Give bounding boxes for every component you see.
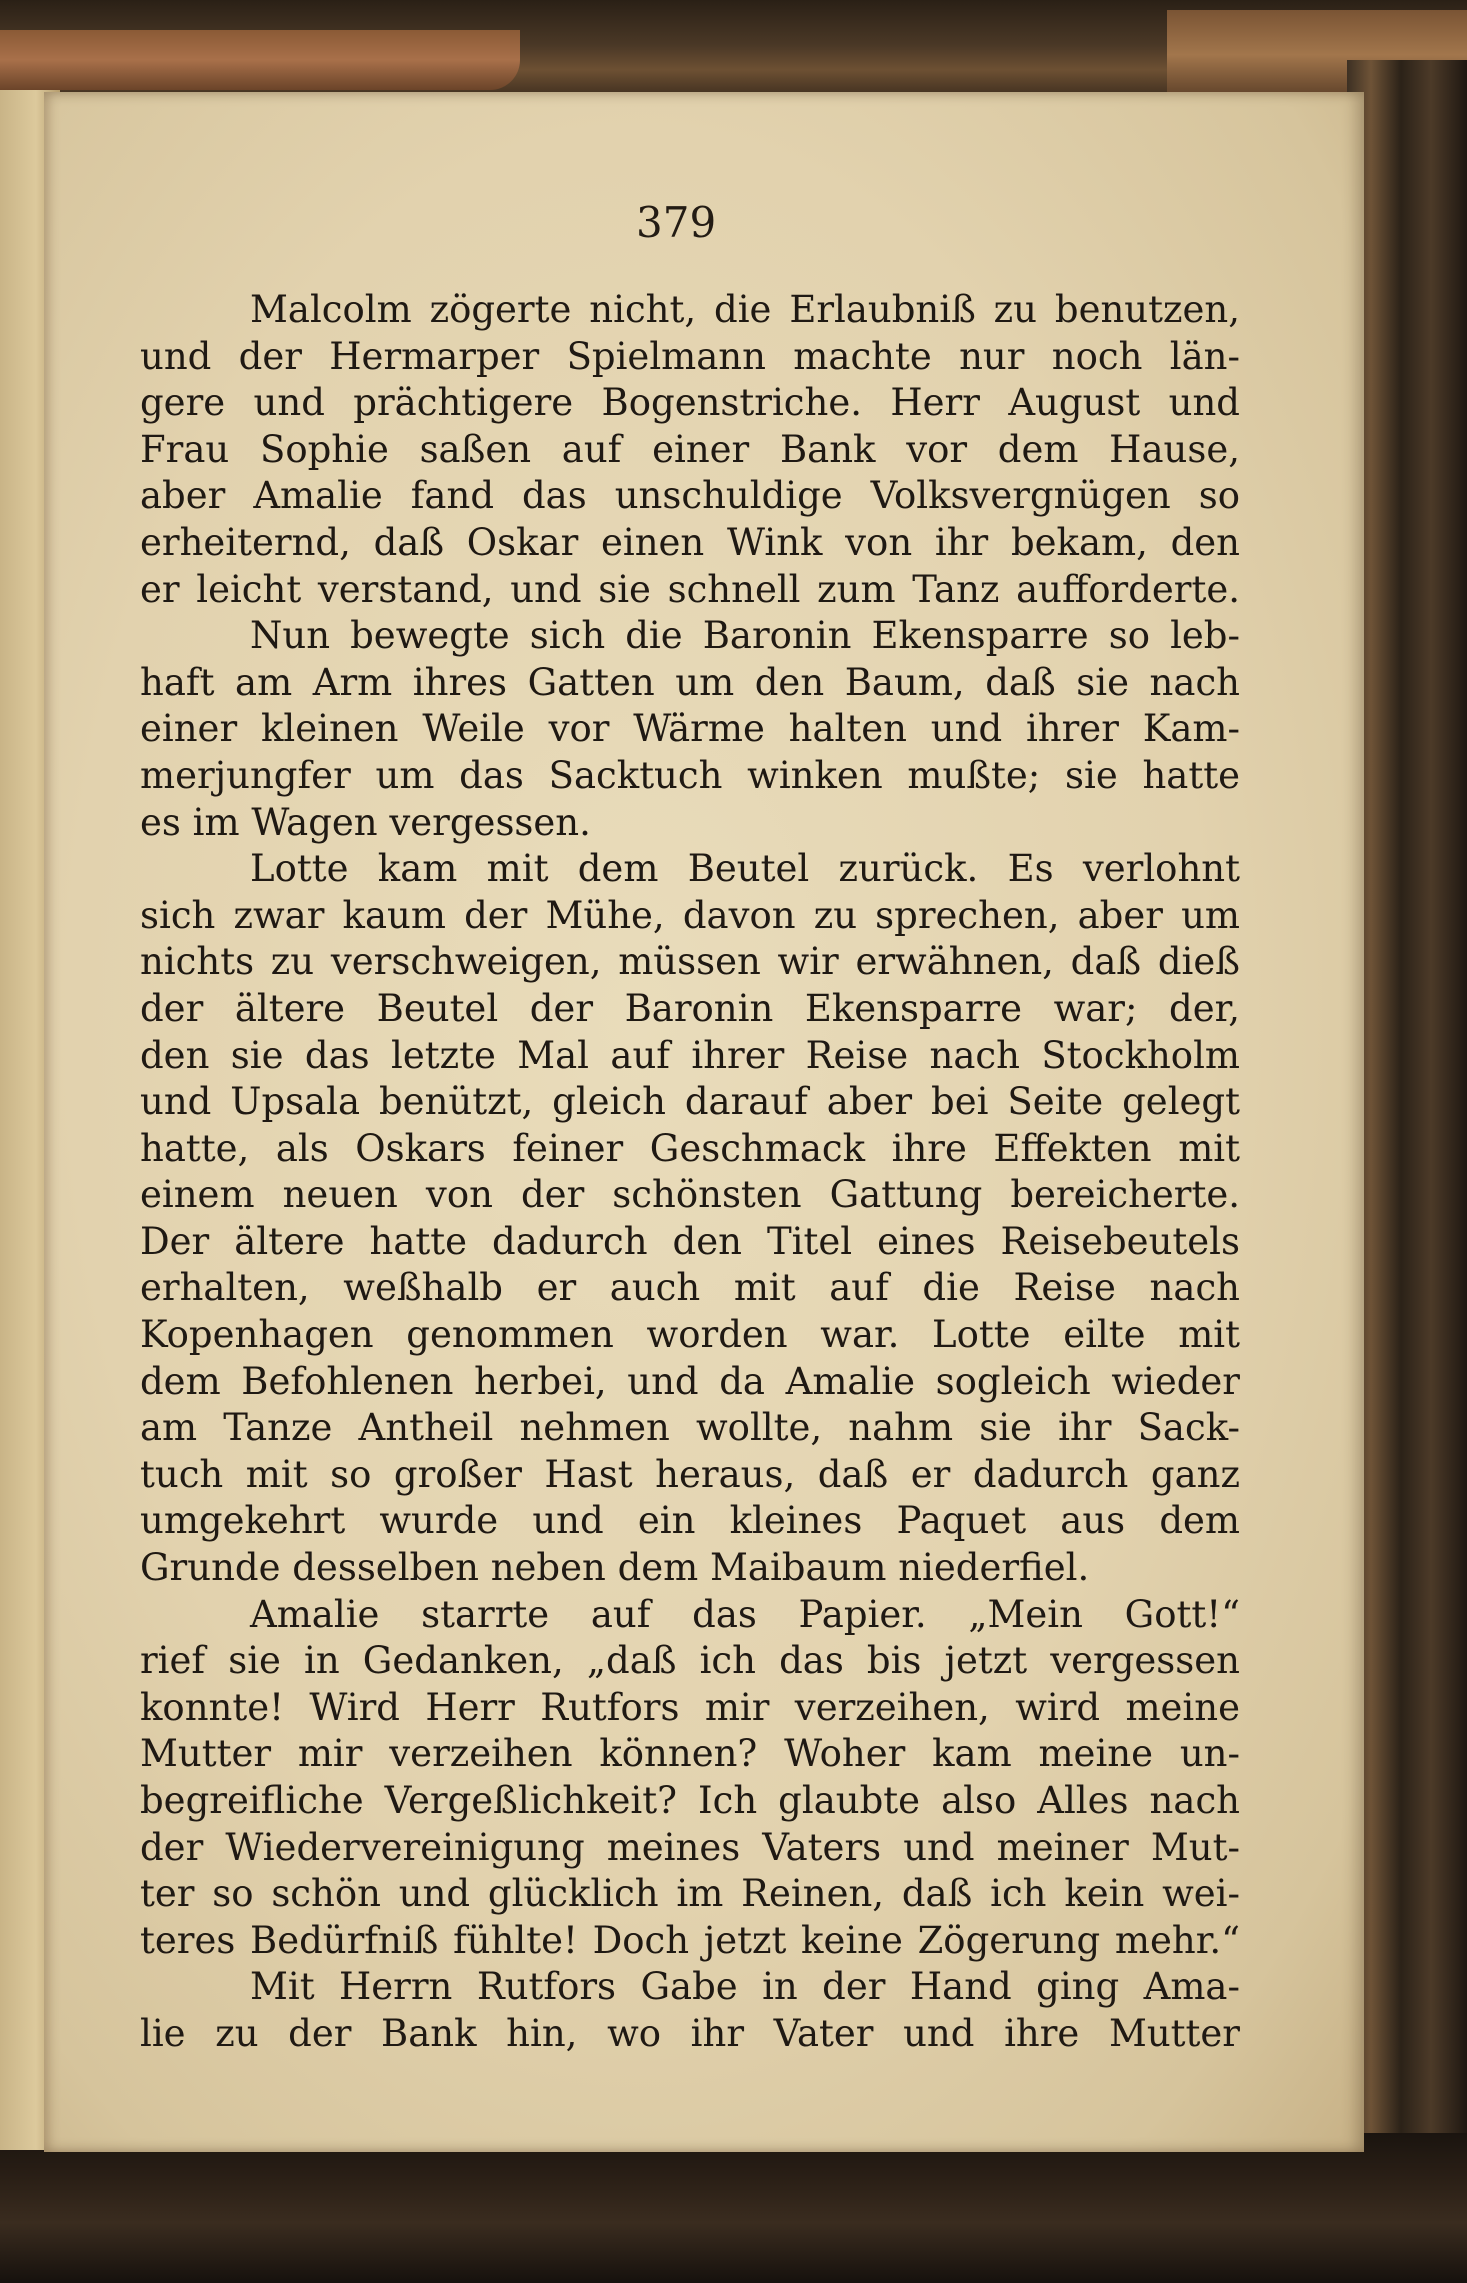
text-line: Mit Herrn Rutfors Gabe in der Hand ging Ama- bbox=[250, 1965, 1240, 2009]
text-line: teres Bedürfniß fühlte! Doch jetzt keine Zögerung mehr.“ bbox=[140, 1918, 1240, 1962]
text-line: haft am Arm ihres Gatten um den Baum, daß sie nach bbox=[140, 660, 1240, 704]
text-line: Frau Sophie saßen auf einer Bank vor dem Hause, bbox=[140, 427, 1240, 471]
text-line: erheiternd, daß Oskar einen Wink von ihr bekam, den bbox=[140, 520, 1240, 564]
text-line: Malcolm zögerte nicht, die Erlaubniß zu benutzen, bbox=[250, 288, 1240, 331]
text-line: der ältere Beutel der Baronin Ekensparre war; der, bbox=[140, 986, 1240, 1030]
text-line: konnte! Wird Herr Rutfors mir verzeihen, wird meine bbox=[140, 1685, 1240, 1729]
text-line: Grunde desselben neben dem Maibaum niederfiel. bbox=[140, 1546, 1090, 1590]
text-line: Kopenhagen genommen worden war. Lotte eilte mit bbox=[140, 1313, 1240, 1357]
text-line: merjungfer um das Sacktuch winken mußte; sie hatte bbox=[140, 753, 1240, 797]
body-text bbox=[140, 287, 1240, 2058]
text-line: er leicht verstand, und sie schnell zum Tanz aufforderte. bbox=[140, 567, 1240, 611]
text-line: tuch mit so großer Hast heraus, daß er dadurch ganz bbox=[140, 1452, 1240, 1496]
text-line: Amalie starrte auf das Papier. „Mein Gott!“ bbox=[250, 1592, 1240, 1636]
text-line: einer kleinen Weile vor Wärme halten und ihrer Kam- bbox=[140, 707, 1240, 751]
text-line: der Wiedervereinigung meines Vaters und meiner Mut- bbox=[140, 1825, 1240, 1869]
text-line: den sie das letzte Mal auf ihrer Reise nach Stockholm bbox=[140, 1033, 1240, 1077]
text-line: einem neuen von der schönsten Gattung bereicherte. bbox=[140, 1173, 1240, 1217]
text-line: gere und prächtigere Bogenstriche. Herr August und bbox=[140, 381, 1240, 425]
text-line: es im Wagen vergessen. bbox=[140, 800, 591, 844]
text-line: begreifliche Vergeßlichkeit? Ich glaubte also Alles nach bbox=[140, 1779, 1240, 1822]
text-line: Mutter mir verzeihen können? Woher kam meine un- bbox=[140, 1732, 1240, 1776]
leather-binding-top-left bbox=[0, 30, 520, 90]
page-number: 379 bbox=[636, 198, 717, 247]
text-line: sich zwar kaum der Mühe, davon zu sprechen, aber um bbox=[140, 893, 1240, 937]
text-line: Der ältere hatte dadurch den Titel eines Reisebeutels bbox=[140, 1219, 1240, 1263]
text-line: lie zu der Bank hin, wo ihr Vater und ihre Mutter bbox=[140, 2011, 1240, 2055]
text-line: aber Amalie fand das unschuldige Volksvergnügen so bbox=[140, 474, 1240, 518]
text-line: rief sie in Gedanken, „daß ich das bis jetzt vergessen bbox=[140, 1639, 1240, 1683]
text-line: nichts zu verschweigen, müssen wir erwähnen, daß dieß bbox=[140, 940, 1240, 984]
text-line: umgekehrt wurde und ein kleines Paquet aus dem bbox=[140, 1499, 1240, 1543]
text-line: ter so schön und glücklich im Reinen, daß ich kein wei- bbox=[140, 1872, 1240, 1916]
book-bottom-edge bbox=[0, 2133, 1467, 2283]
text-line: am Tanze Antheil nehmen wollte, nahm sie ihr Sack- bbox=[140, 1406, 1240, 1450]
text-line: hatte, als Oskars feiner Geschmack ihre Effekten mit bbox=[140, 1126, 1240, 1170]
book-right-edge bbox=[1347, 60, 1467, 2200]
text-line: erhalten, weßhalb er auch mit auf die Reise nach bbox=[140, 1266, 1240, 1310]
text-line: und der Hermarper Spielmann machte nur noch län- bbox=[140, 334, 1240, 378]
text-line: dem Befohlenen herbei, und da Amalie sogleich wieder bbox=[140, 1359, 1240, 1403]
text-line: Nun bewegte sich die Baronin Ekensparre so leb- bbox=[250, 614, 1240, 658]
text-line: und Upsala benützt, gleich darauf aber bei Seite gelegt bbox=[140, 1080, 1240, 1124]
text-line: Lotte kam mit dem Beutel zurück. Es verlohnt bbox=[250, 847, 1240, 891]
